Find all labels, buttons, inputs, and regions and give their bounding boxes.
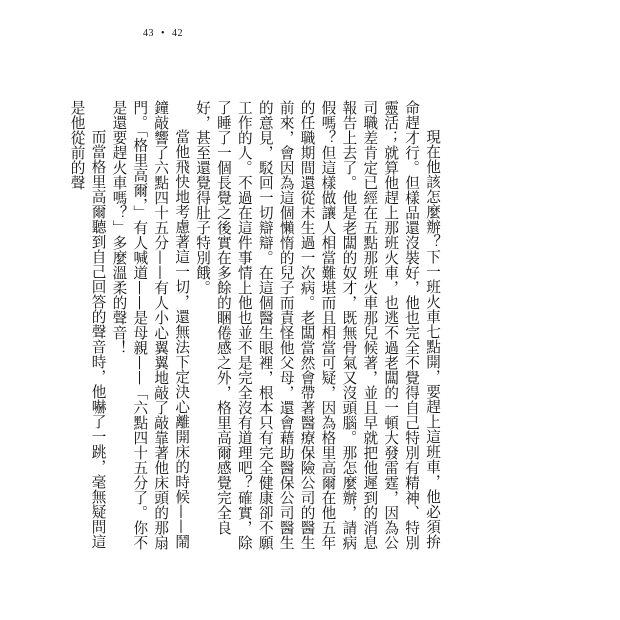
left-page-number: 43	[143, 28, 154, 39]
body-text	[66, 100, 442, 555]
paragraph: 當他飛快地考慮著這一切，還無法下定決心離開床的時候——鬧鐘敲響了六點四十五分——有人小心翼翼地敲了敲靠著他床頭的那扇門。「格里高爾，」有人喊道——是母親——「六點四十五分了。你不是還要趕火車嗎？」多麼溫柔的聲音！	[110, 100, 191, 551]
paragraph: 而當格里高爾聽到自己回答的聲音時，他嚇了一跳，毫無疑問這是他從前的聲	[68, 100, 107, 550]
right-page-number: 42	[172, 28, 184, 39]
page-separator-dot: •	[161, 28, 166, 39]
paragraph: 現在他該怎麼辦？下一班火車七點開，要趕上這班車，他必須拚命趕才行。但樣品還沒裝好，他也完全不覺得自己特別有精神、特別靈活；就算他趕上那班火車，也逃不過老闆的一頓大發雷霆，因為公司職差肯定已經在五點那班火車那兒候著，並且早就把他遲到的消息報告上去了。他是老闆的奴才，既無骨氣又沒頭腦。那怎麼辦，請病假嗎？但這樣做讓人相當難堪而且相當可疑，因為格里高爾在他五年的任職期間還從未生過一次病。老闆當然會帶著醫療保險公司的醫生前來，會因為這個懶惰的兒子而責怪他父母，還會藉助醫保公司醫生的意見，駁回一切辯辯。在這個醫生眼裡，根本只有完全健康卻不願工作的人。不過在這件事情上他也並不是完全沒有道理吧？確實，除了睡了一個長覺之後實在多餘的睏倦感之外，格里高爾感覺完全良好，甚至還覺得肚子特別餓。	[194, 100, 441, 550]
page-header	[143, 28, 187, 39]
